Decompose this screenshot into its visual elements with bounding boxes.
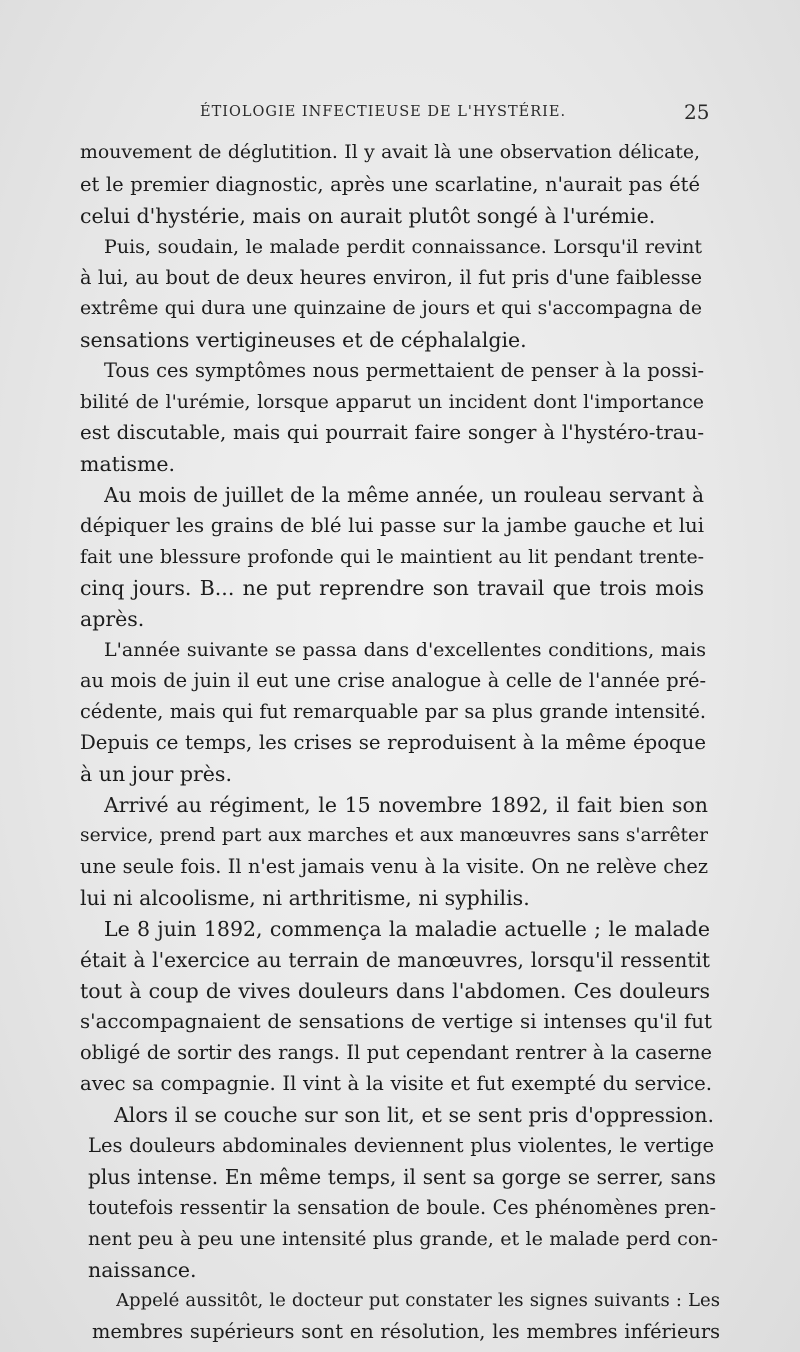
text-line: nent peu à peu une intensité plus grande, et le malade perd con- <box>88 1228 718 1250</box>
paragraph-start-line: Alors il se couche sur son lit, et se sent pris d'oppression. <box>114 1103 714 1127</box>
text-line: Depuis ce temps, les crises se reproduisent à la même époque <box>80 731 706 754</box>
text-line: avec sa compagnie. Il vint à la visite et fut exempté du service. <box>80 1072 712 1095</box>
text-line: s'accompagnaient de sensations de vertige si intenses qu'il fut <box>80 1010 712 1033</box>
text-line: et le premier diagnostic, après une scarlatine, n'aurait pas été <box>80 173 700 196</box>
text-line: à lui, au bout de deux heures environ, il fut pris d'une faiblesse <box>80 266 702 289</box>
paragraph-start-line: Appelé aussitôt, le docteur put constater les signes suivants : Les <box>116 1290 720 1311</box>
text-line: bilité de l'urémie, lorsque apparut un incident dont l'importance <box>80 391 704 413</box>
text-line: une seule fois. Il n'est jamais venu à la visite. On ne relève chez <box>80 855 708 878</box>
text-line: service, prend part aux marches et aux manœuvres sans s'arrêter <box>80 825 708 846</box>
text-line: naissance. <box>88 1258 197 1282</box>
text-line: celui d'hystérie, mais on aurait plutôt songé à l'urémie. <box>80 204 656 228</box>
text-line: Les douleurs abdominales deviennent plus violentes, le vertige <box>88 1134 714 1157</box>
text-line: après. <box>80 607 145 631</box>
paragraph-start-line: Arrivé au régiment, le 15 novembre 1892, il fait bien son <box>104 793 708 817</box>
page-number: 25 <box>684 100 710 124</box>
text-line: fait une blessure profonde qui le maintient au lit pendant trente- <box>80 546 704 568</box>
text-line: toutefois ressentir la sensation de boule. Ces phénomènes pren- <box>88 1196 716 1219</box>
text-line: sensations vertigineuses et de céphalalgie. <box>80 328 527 352</box>
text-line: était à l'exercice au terrain de manœuvres, lorsqu'il ressentit <box>80 948 710 972</box>
text-line: matisme. <box>80 452 176 476</box>
paragraph-start-line: L'année suivante se passa dans d'excellentes conditions, mais <box>104 639 706 661</box>
running-head <box>0 100 800 126</box>
text-line: est discutable, mais qui pourrait faire songer à l'hystéro-trau- <box>80 421 704 444</box>
text-line: au mois de juin il eut une crise analogue à celle de l'année pré- <box>80 669 706 692</box>
text-line: dépiquer les grains de blé lui passe sur la jambe gauche et lui <box>80 514 704 537</box>
paragraph-start-line: Puis, soudain, le malade perdit connaissance. Lorsqu'il revint <box>104 236 702 258</box>
text-line: cédente, mais qui fut remarquable par sa plus grande intensité. <box>80 700 706 723</box>
text-line: tout à coup de vives douleurs dans l'abdomen. Ces douleurs <box>80 979 710 1003</box>
paragraph-start-line: Tous ces symptômes nous permettaient de penser à la possi- <box>104 359 704 382</box>
paragraph-start-line: Au mois de juillet de la même année, un rouleau servant à <box>104 483 704 507</box>
text-line: lui ni alcoolisme, ni arthritisme, ni syphilis. <box>80 886 530 910</box>
text-line: membres supérieurs sont en résolution, les membres inférieurs <box>92 1320 720 1343</box>
text-line: mouvement de déglutition. Il y avait là une observation délicate, <box>80 142 700 163</box>
text-line: plus intense. En même temps, il sent sa gorge se serrer, sans <box>88 1165 716 1189</box>
text-line: extrême qui dura une quinzaine de jours et qui s'accompagna de <box>80 298 702 319</box>
text-line: cinq jours. B... ne put reprendre son travail que trois mois <box>80 576 704 600</box>
text-line: à un jour près. <box>80 762 232 786</box>
text-line: obligé de sortir des rangs. Il put cependant rentrer à la caserne <box>80 1041 712 1064</box>
running-head-title: ÉTIOLOGIE INFECTIEUSE DE L'HYSTÉRIE. <box>200 104 567 120</box>
paragraph-start-line: Le 8 juin 1892, commença la maladie actuelle ; le malade <box>104 917 710 941</box>
